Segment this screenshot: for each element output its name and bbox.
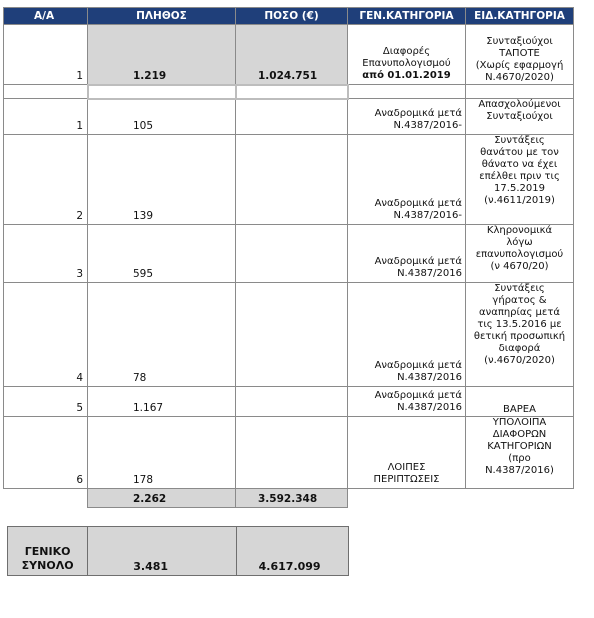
eid-line: τις 13.5.2016 με (477, 319, 562, 330)
gen-line: Αναδρομικά μετά (374, 198, 462, 209)
row-amount (236, 225, 348, 283)
row-amount: 1.024.751 (236, 25, 348, 85)
table-row (4, 135, 574, 225)
eid-line: Απασχολούμενοι (478, 99, 561, 110)
row-amount (236, 283, 348, 387)
header-amount: ΠΟΣΟ (€) (236, 8, 348, 25)
row-gen-category (348, 225, 466, 283)
eid-line: επανυπολογισμού (475, 249, 564, 260)
eid-line: 17.5.2019 (494, 183, 545, 194)
row-amount (236, 387, 348, 417)
payments-table (3, 7, 574, 508)
grand-total-count: 3.481 (88, 527, 236, 576)
header-gen-category: ΓΕΝ.ΚΑΤΗΓΟΡΙΑ (348, 8, 466, 25)
gen-line: από 01.01.2019 (362, 70, 451, 81)
row-gen-category (348, 25, 466, 85)
row-gen-category (348, 387, 466, 417)
table-row (4, 225, 574, 283)
eid-line: ΥΠΟΛΟΙΠΑ (492, 417, 547, 428)
header-count: ΠΛΗΘΟΣ (88, 8, 236, 25)
grand-total-amount: 4.617.099 (236, 527, 348, 576)
row-amount (236, 417, 348, 489)
header-aa: Α/Α (4, 8, 88, 25)
grand-total-label-line: ΓΕΝΙΚΟ (24, 545, 71, 558)
table-row (4, 99, 574, 135)
eid-line: (ν.4611/2019) (484, 195, 555, 206)
eid-line: Ν.4670/2020) (485, 72, 554, 83)
eid-line: αναπηρίας μετά (479, 307, 560, 318)
spacer-cell (466, 85, 574, 99)
eid-line: Συνταξιούχοι (486, 36, 553, 47)
subtotal-row (4, 489, 574, 508)
row-aa: 6 (4, 417, 88, 489)
row-eid-category (466, 25, 574, 85)
eid-line: Συντάξεις (494, 283, 545, 294)
header-eid-category: ΕΙΔ.ΚΑΤΗΓΟΡΙΑ (466, 8, 574, 25)
table-row (4, 387, 574, 417)
data-rows (4, 99, 574, 489)
subtotal-blank (466, 489, 574, 508)
eid-line: (ν.4670/2020) (484, 355, 555, 366)
eid-line: Ν.4387/2016) (485, 465, 554, 476)
row-gen-category (348, 99, 466, 135)
grand-total-table (7, 526, 349, 576)
spacer-row (4, 85, 574, 99)
eid-line: επέλθει πριν τις (479, 171, 560, 182)
gen-line: ΛΟΙΠΕΣ (387, 462, 426, 473)
gen-line: Αναδρομικά μετά (374, 108, 462, 119)
row-eid-category (466, 417, 574, 489)
spacer-cell (88, 85, 236, 99)
table-row (4, 417, 574, 489)
row-eid-category (466, 135, 574, 225)
header-row (4, 8, 574, 25)
spacer-cell (4, 85, 88, 99)
eid-line: (Χωρίς εφαρμογή (475, 60, 564, 71)
row-count: 1.167 (88, 387, 236, 417)
subtotal-amount: 3.592.348 (236, 489, 348, 508)
row-amount (236, 99, 348, 135)
eid-line: Κληρονομικά (486, 225, 553, 236)
gen-line: Αναδρομικά μετά (374, 390, 462, 401)
row-aa: 5 (4, 387, 88, 417)
row-gen-category (348, 135, 466, 225)
eid-line: ΤΑΠΟΤΕ (499, 48, 540, 59)
eid-line: Συνταξιούχοι (486, 111, 553, 122)
eid-line: ΚΑΤΗΓΟΡΙΩΝ (487, 441, 552, 452)
row-aa: 4 (4, 283, 88, 387)
row-eid-category (466, 225, 574, 283)
gen-line: Ν.4387/2016 (397, 372, 462, 383)
table-row (4, 283, 574, 387)
row-count: 178 (88, 417, 236, 489)
eid-line: (προ (508, 453, 531, 464)
row-aa: 1 (4, 99, 88, 135)
eid-line: θάνατο να έχει (481, 159, 558, 170)
gen-line: Επανυπολογισμού (362, 58, 451, 69)
subtotal-blank (348, 489, 466, 508)
gen-line: Ν.4387/2016- (393, 120, 462, 131)
eid-line: ΒΑΡΕΑ (503, 404, 536, 415)
row-eid-category (466, 387, 574, 417)
row-count: 595 (88, 225, 236, 283)
row-aa: 3 (4, 225, 88, 283)
eid-line: Συντάξεις (494, 135, 545, 146)
row-gen-category (348, 417, 466, 489)
eid-line: λόγω (506, 237, 533, 248)
row-gen-category (348, 283, 466, 387)
spacer-cell (348, 85, 466, 99)
row-eid-category (466, 283, 574, 387)
grand-total-label (8, 527, 88, 576)
grand-total-row (8, 527, 349, 576)
eid-line: θανάτου με τον (480, 147, 559, 158)
eid-line: θετική προσωπική (473, 331, 566, 342)
gen-line: Διαφορές (382, 46, 431, 57)
row-aa: 1 (4, 25, 88, 85)
spacer-cell (236, 85, 348, 99)
gen-line: Αναδρομικά μετά (374, 360, 462, 371)
subtotal-count: 2.262 (88, 489, 236, 508)
row-count: 1.219 (88, 25, 236, 85)
row-count: 139 (88, 135, 236, 225)
grand-total-label-line: ΣΥΝΟΛΟ (21, 559, 74, 572)
gen-line: Ν.4387/2016- (393, 210, 462, 221)
eid-line: διαφορά (498, 343, 541, 354)
row-count: 105 (88, 99, 236, 135)
eid-line: (ν 4670/20) (490, 261, 549, 272)
eid-line: ΔΙΑΦΟΡΩΝ (492, 429, 547, 440)
row-count: 78 (88, 283, 236, 387)
eid-line: γήρατος & (492, 295, 547, 306)
table-row (4, 25, 574, 85)
gen-line: ΠΕΡΙΠΤΩΣΕΙΣ (373, 474, 440, 485)
row-aa: 2 (4, 135, 88, 225)
gen-line: Ν.4387/2016 (397, 268, 462, 279)
subtotal-blank (4, 489, 88, 508)
gen-line: Αναδρομικά μετά (374, 256, 462, 267)
gen-line: Ν.4387/2016 (397, 402, 462, 413)
row-eid-category (466, 99, 574, 135)
row-amount (236, 135, 348, 225)
